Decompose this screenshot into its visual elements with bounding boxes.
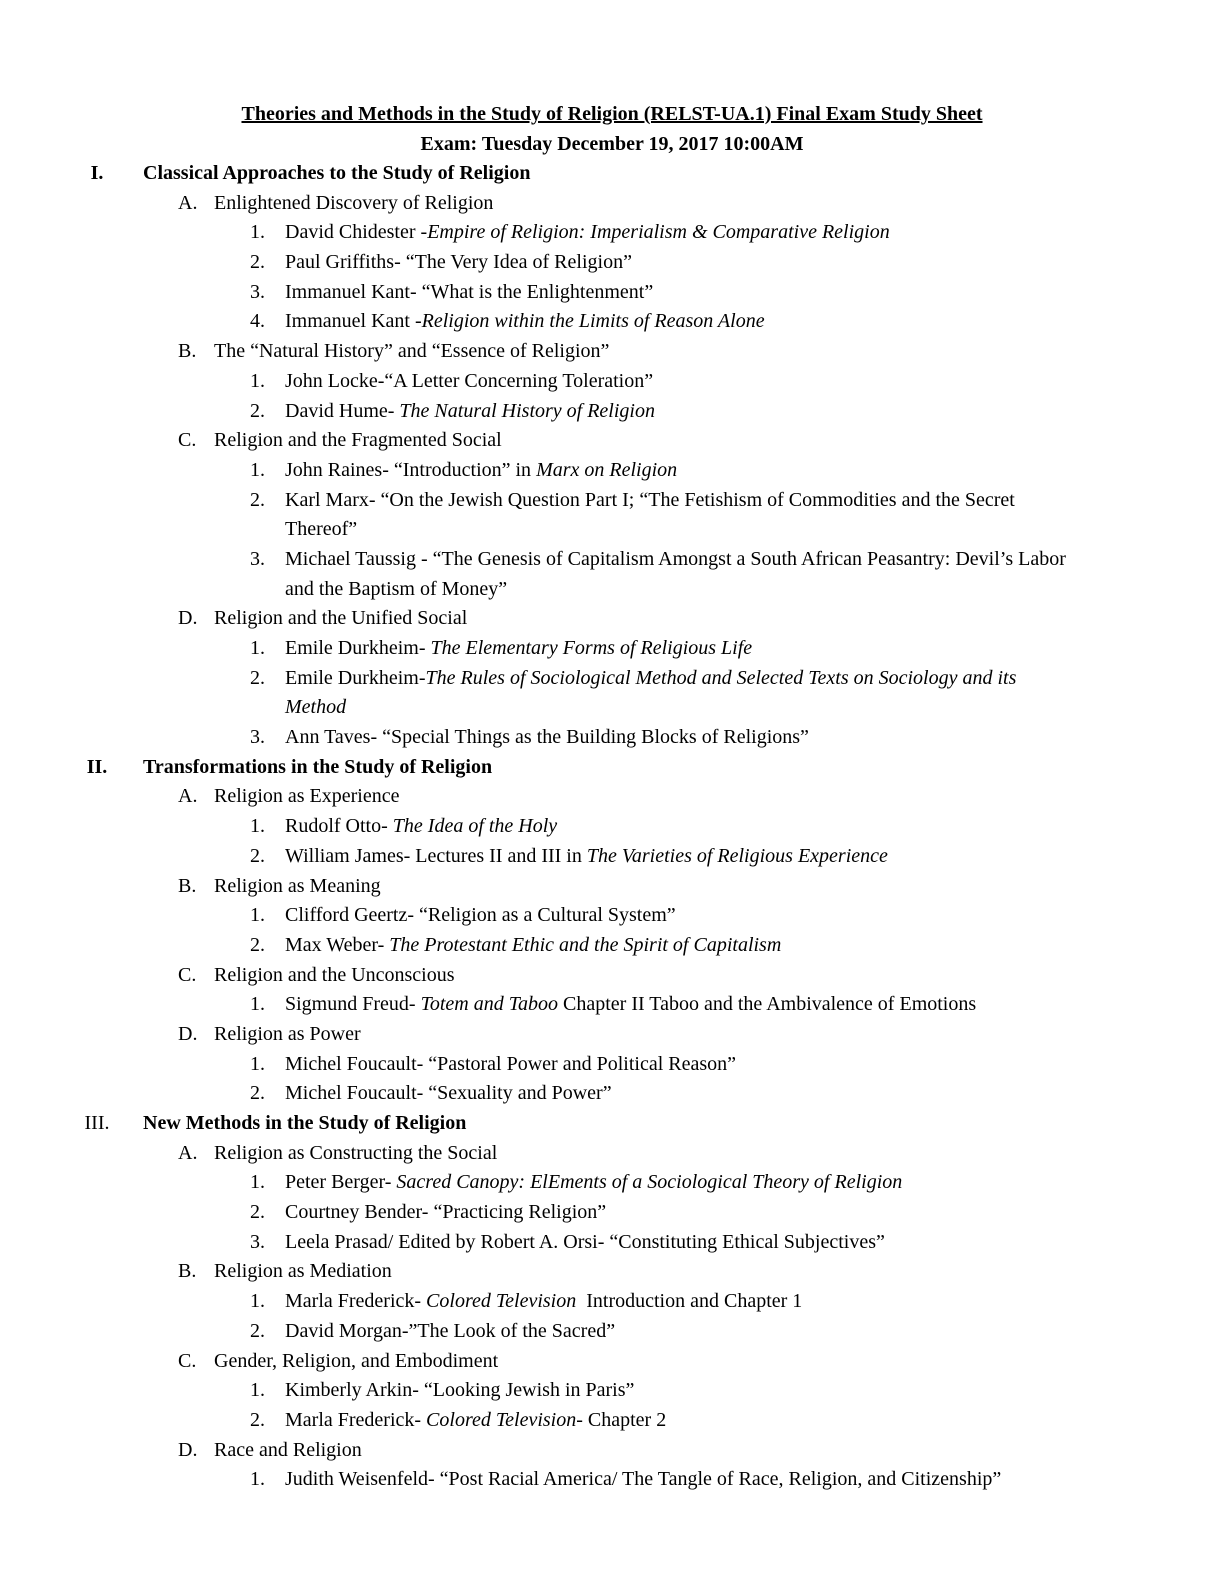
subsection-heading: [0, 1347, 1224, 1377]
reading-work-title: Marx on Religion: [536, 458, 678, 481]
reading-text: [285, 723, 809, 753]
reading-author: John Raines- “Introduction” in: [285, 458, 537, 481]
reading-author: Courtney Bender- “Practicing Religion”: [285, 1201, 607, 1224]
reading-author: Ann Taves- “Special Things as the Building Blocks of Religions”: [285, 726, 809, 749]
section-title: Transformations in the Study of Religion: [143, 755, 493, 778]
reading-note: - Chapter 2: [576, 1408, 667, 1431]
reading-note: Introduction and Chapter 1: [576, 1290, 803, 1313]
subsection-heading: [0, 604, 1224, 634]
subsection-letter: A.: [178, 1141, 198, 1164]
reading-text: [285, 842, 888, 872]
reading-author: Michael Taussig - “The Genesis of Capitalism Amongst a South African Peasantry: Devil’s Labor: [285, 547, 1066, 570]
reading-number: 1.: [250, 1052, 265, 1075]
reading-item: [0, 1406, 1224, 1436]
reading-item: [0, 1079, 1224, 1109]
reading-author: William James- Lectures II and III in: [285, 844, 587, 867]
subsection-heading: [0, 1139, 1224, 1169]
reading-number: 1.: [250, 637, 265, 659]
subsection-letter: C.: [178, 963, 197, 986]
reading-number: 3.: [250, 280, 265, 303]
reading-work-title: Religion within the Limits of Reason Alone: [421, 310, 765, 333]
reading-work-title: The Natural History of Religion: [399, 399, 655, 422]
reading-item: [0, 248, 1224, 278]
reading-author: Emile Durkheim-: [285, 637, 431, 659]
reading-author: Judith Weisenfeld- “Post Racial America/ The Tangle of Race, Religion, and Citizenship”: [285, 1468, 1002, 1491]
subsection-letter: A.: [178, 785, 198, 808]
reading-text: [285, 218, 890, 248]
reading-item: [0, 1287, 1224, 1317]
reading-author: Sigmund Freud-: [285, 993, 421, 1016]
reading-text: [285, 486, 1015, 516]
reading-text: [285, 812, 557, 842]
reading-work-title: Totem and Taboo: [420, 993, 559, 1016]
reading-work-title: The Idea of the Holy: [392, 815, 558, 838]
reading-author: Paul Griffiths- “The Very Idea of Religion”: [285, 251, 632, 274]
reading-author: John Locke-“A Letter Concerning Toleration”: [285, 369, 654, 392]
reading-number: 2.: [250, 666, 265, 689]
reading-author: Clifford Geertz- “Religion as a Cultural System”: [285, 904, 676, 927]
reading-text: [285, 1050, 736, 1080]
subsection-heading: [0, 1020, 1224, 1050]
subsection-letter: C.: [178, 429, 197, 452]
subsection-heading: [0, 872, 1224, 902]
reading-author: David Morgan-”The Look of the Sacred”: [285, 1319, 616, 1342]
subsection-title: Religion as Mediation: [214, 1260, 392, 1283]
reading-item: [0, 1198, 1224, 1228]
subsection-heading: [0, 426, 1224, 456]
subsection-title: Enlightened Discovery of Religion: [214, 191, 494, 214]
reading-author: Immanuel Kant -: [285, 310, 422, 333]
reading-text: [285, 1465, 1001, 1495]
reading-note: Chapter II Taboo and the Ambivalence of Emotions: [558, 993, 977, 1016]
reading-text: [285, 367, 653, 397]
reading-number: 2.: [250, 399, 265, 422]
reading-continuation: [0, 693, 1224, 723]
reading-author: Emile Durkheim-: [285, 666, 426, 689]
reading-item: [0, 1228, 1224, 1258]
reading-text: [285, 307, 765, 337]
reading-author: Marla Frederick-: [285, 1408, 427, 1431]
reading-number: 1.: [250, 1379, 265, 1402]
reading-item: [0, 1317, 1224, 1347]
reading-number: 3.: [250, 1230, 265, 1253]
reading-author: Kimberly Arkin- “Looking Jewish in Paris”: [285, 1379, 635, 1402]
reading-continuation: [0, 515, 1224, 545]
reading-number: 3.: [250, 547, 265, 570]
reading-item: [0, 307, 1224, 337]
subsection-title: The “Natural History” and “Essence of Religion”: [214, 340, 610, 363]
subsection-letter: A.: [178, 191, 198, 214]
reading-text: [285, 1079, 612, 1109]
section-number: III.: [84, 1112, 110, 1134]
section-title: New Methods in the Study of Religion: [143, 1112, 467, 1134]
reading-text: [285, 397, 655, 427]
reading-author: Immanuel Kant- “What is the Enlightenment”: [285, 280, 654, 303]
reading-item: [0, 1376, 1224, 1406]
reading-work-title: The Elementary Forms of Religious Life: [430, 637, 753, 659]
reading-text: [285, 456, 677, 486]
reading-item: [0, 812, 1224, 842]
reading-author: Karl Marx- “On the Jewish Question Part I; “The Fetishism of Commodities and the Secret: [285, 488, 1015, 511]
reading-number: 1.: [250, 1468, 265, 1491]
reading-item: [0, 931, 1224, 961]
reading-item: [0, 634, 1224, 664]
reading-work-title: The Varieties of Religious Experience: [586, 844, 888, 867]
reading-item: [0, 842, 1224, 872]
reading-text: [285, 1228, 885, 1258]
outline: [0, 159, 1224, 1495]
reading-item: [0, 278, 1224, 308]
reading-number: 4.: [250, 310, 265, 333]
reading-item: [0, 990, 1224, 1020]
reading-author: Leela Prasad/ Edited by Robert A. Orsi- “Constituting Ethical Subjectives”: [285, 1230, 885, 1253]
reading-author: David Hume-: [285, 399, 400, 422]
section-number: I.: [90, 162, 104, 184]
reading-author: Max Weber-: [285, 933, 390, 956]
reading-text: [285, 248, 632, 278]
reading-text: [285, 278, 653, 308]
reading-item: [0, 397, 1224, 427]
reading-work-title: Sacred Canopy: ElEments of a Sociological Theory of Religion: [396, 1171, 903, 1194]
reading-number: 1.: [250, 369, 265, 392]
reading-number: 1.: [250, 221, 265, 244]
reading-number: 1.: [250, 458, 265, 481]
subsection-letter: B.: [178, 340, 197, 363]
reading-item: [0, 1465, 1224, 1495]
reading-text: [285, 931, 781, 961]
subsection-letter: D.: [178, 1438, 198, 1461]
reading-author: David Chidester -: [285, 221, 428, 244]
subsection-heading: [0, 782, 1224, 812]
reading-continuation: [0, 575, 1224, 605]
reading-item: [0, 456, 1224, 486]
section-title: Classical Approaches to the Study of Religion: [143, 162, 531, 184]
section-heading: [0, 159, 1224, 189]
subsection-heading: [0, 189, 1224, 219]
document-page: [0, 99, 1224, 1495]
subsection-title: Gender, Religion, and Embodiment: [214, 1349, 499, 1372]
section-number: II.: [86, 755, 108, 778]
reading-text: [285, 664, 1016, 694]
reading-text: [285, 1168, 902, 1198]
reading-item: [0, 486, 1224, 516]
reading-continuation-text: Method: [285, 696, 347, 719]
reading-item: [0, 901, 1224, 931]
reading-text: [285, 1287, 802, 1317]
subsection-title: Religion and the Fragmented Social: [214, 429, 502, 452]
reading-number: 1.: [250, 815, 265, 838]
reading-work-title: The Rules of Sociological Method and Selected Texts on Sociology and its: [425, 666, 1017, 689]
reading-text: [285, 1198, 606, 1228]
reading-item: [0, 723, 1224, 753]
subsection-letter: C.: [178, 1349, 197, 1372]
subsection-title: Religion as Power: [214, 1022, 361, 1045]
reading-author: Marla Frederick-: [285, 1290, 427, 1313]
reading-work-title: Colored Television: [426, 1290, 577, 1313]
reading-item: [0, 218, 1224, 248]
subsection-letter: B.: [178, 874, 197, 897]
subsection-heading: [0, 337, 1224, 367]
subsection-title: Religion as Constructing the Social: [214, 1141, 498, 1164]
section-heading: [0, 753, 1224, 783]
reading-author: Rudolf Otto-: [285, 815, 393, 838]
reading-number: 1.: [250, 993, 265, 1016]
exam-date: Exam: Tuesday December 19, 2017 10:00AM: [420, 133, 804, 155]
reading-number: 2.: [250, 1082, 265, 1105]
subsection-title: Religion and the Unconscious: [214, 963, 455, 986]
reading-number: 2.: [250, 488, 265, 511]
reading-continuation-text: Thereof”: [285, 518, 358, 541]
reading-number: 2.: [250, 251, 265, 274]
reading-text: [285, 1376, 634, 1406]
reading-number: 2.: [250, 1201, 265, 1224]
reading-item: [0, 367, 1224, 397]
reading-item: [0, 545, 1224, 575]
reading-number: 3.: [250, 726, 265, 749]
subsection-title: Religion as Meaning: [214, 874, 381, 897]
document-title: Theories and Methods in the Study of Religion (RELST-UA.1) Final Exam Study Sheet: [241, 103, 983, 125]
reading-text: [285, 1317, 615, 1347]
reading-number: 2.: [250, 1319, 265, 1342]
subsection-letter: D.: [178, 607, 198, 630]
reading-text: [285, 990, 976, 1020]
reading-work-title: Empire of Religion: Imperialism & Comparative Religion: [427, 221, 890, 244]
reading-number: 2.: [250, 1408, 265, 1431]
reading-text: [285, 634, 752, 664]
subsection-title: Race and Religion: [214, 1438, 362, 1461]
reading-work-title: The Protestant Ethic and the Spirit of Capitalism: [389, 933, 782, 956]
reading-item: [0, 664, 1224, 694]
subsection-letter: D.: [178, 1022, 198, 1045]
section-heading: [0, 1109, 1224, 1139]
reading-text: [285, 901, 676, 931]
subsection-heading: [0, 961, 1224, 991]
reading-author: Michel Foucault- “Pastoral Power and Political Reason”: [285, 1052, 737, 1075]
reading-number: 2.: [250, 933, 265, 956]
reading-number: 1.: [250, 1171, 265, 1194]
subsection-letter: B.: [178, 1260, 197, 1283]
reading-number: 2.: [250, 844, 265, 867]
subsection-heading: [0, 1257, 1224, 1287]
reading-item: [0, 1050, 1224, 1080]
reading-text: [285, 1406, 666, 1436]
subsection-title: Religion and the Unified Social: [214, 607, 468, 630]
reading-item: [0, 1168, 1224, 1198]
reading-text: [285, 545, 1066, 575]
reading-number: 1.: [250, 1290, 265, 1313]
subsection-heading: [0, 1436, 1224, 1466]
reading-author: Peter Berger-: [285, 1171, 397, 1194]
reading-continuation-text: and the Baptism of Money”: [285, 577, 508, 600]
reading-author: Michel Foucault- “Sexuality and Power”: [285, 1082, 612, 1105]
subsection-title: Religion as Experience: [214, 785, 400, 808]
reading-work-title: Colored Television: [426, 1408, 577, 1431]
reading-number: 1.: [250, 904, 265, 927]
